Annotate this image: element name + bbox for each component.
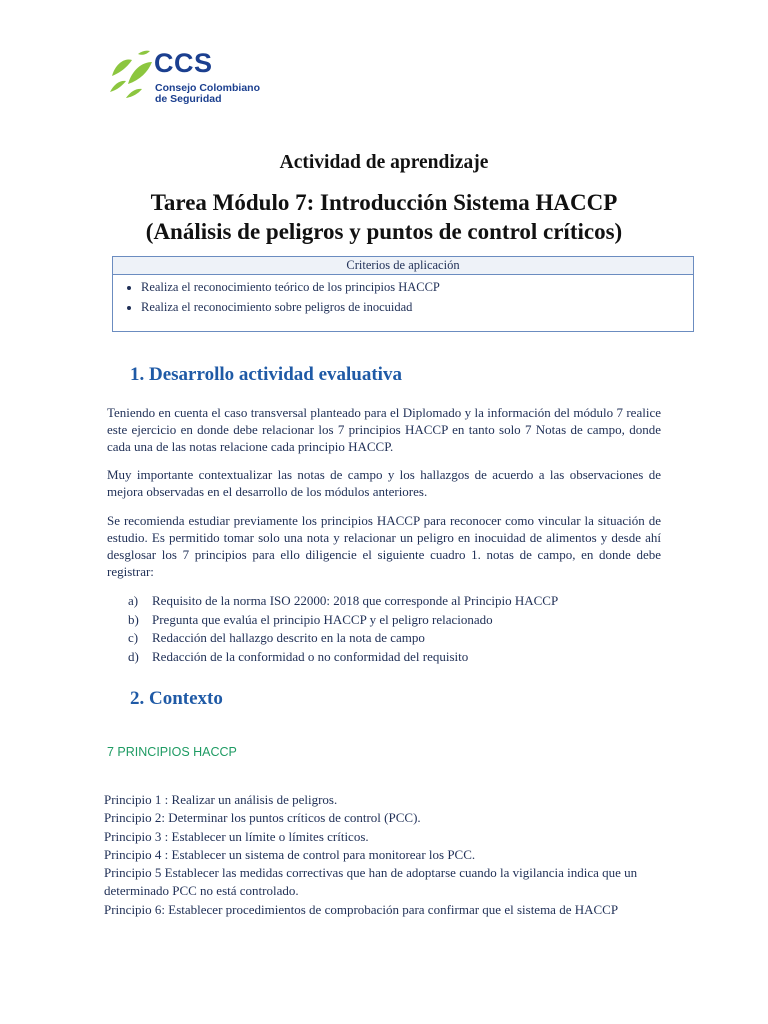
list-item [128,611,558,630]
list-letter: d) [128,649,139,665]
list-item [128,648,558,667]
task-title [0,188,768,246]
requirements-list [128,592,558,667]
activity-heading: Actividad de aprendizaje [279,152,489,173]
section-1-title: Desarrollo actividad evaluativa [149,364,402,385]
principles-subheading: 7 PRINCIPIOS HACCP [107,745,237,759]
section-1-heading [130,364,402,386]
logo-subtitle-line2: de Seguridad [155,93,222,105]
principle-item: Principio 1 : Realizar un análisis de peligros. [104,792,338,807]
principle-item: Principio 6: Establecer procedimientos de comprobación para confirmar que el sistema de HACCP [104,901,619,917]
principle-item: Principio 3 : Establecer un límite o límites críticos. [104,828,369,844]
section-1-number: 1. [130,364,145,385]
list-text: Requisito de la norma ISO 22000: 2018 que corresponde al Principio HACCP [152,593,559,608]
list-item [128,629,558,648]
list-text: Redacción de la conformidad o no conformidad del requisito [152,649,469,665]
principle-item: Principio 5 Establecer las medidas correctivas que han de adoptarse cuando la vigilancia indica que un determinado PCC no está controlado. [104,865,638,899]
criteria-item: • Realiza el reconocimiento sobre peligros de inocuidad [141,297,693,317]
leaf-logo-icon [108,48,154,100]
section-2-title: Contexto [149,688,223,709]
list-text: Pregunta que evalúa el principio HACCP y el peligro relacionado [152,611,493,627]
section-2-number: 2. [130,688,145,709]
paragraph-3: Se recomienda estudiar previamente los principios HACCP para reconocer como vincular la situación de estudio. Es permitido tomar solo una nota y relacionar un peligro en inocuidad de alimentos y desde ahí desglosar los 7 principios para ello diligencie el siguiente cuadro 1. notas de campo, en donde debe registrar: [107,513,661,579]
logo-subtitle [155,83,260,105]
task-title-line1: Tarea Módulo 7: Introducción Sistema HACCP [150,190,618,215]
principles-list [104,791,664,919]
list-letter: a) [128,593,139,608]
task-title-line2: (Análisis de peligros y puntos de control críticos) [145,219,623,244]
list-letter: b) [128,611,139,627]
criteria-header: Criterios de aplicación [113,257,693,275]
ccs-logo [108,48,258,112]
list-item [128,592,558,611]
section-2-heading [130,688,223,710]
list-text: Redacción del hallazgo descrito en la nota de campo [152,630,425,646]
principle-item: Principio 2: Determinar los puntos críticos de control (PCC). [104,810,421,826]
paragraph-1: Teniendo en cuenta el caso transversal planteado para el Diplomado y la información del módulo 7 realice este ejercicio en donde debe relacionar los 7 principios HACCP en tanto solo 7 Notas de campo, donde cada una de las notas relacione cada principio HACCP. [107,405,661,454]
paragraph-2: Muy importante contextualizar las notas de campo y los hallazgos de acuerdo a las observaciones de mejora observadas en el desarrollo de los módulos anteriores. [107,467,661,499]
criteria-table [112,256,694,332]
criteria-list [113,277,693,317]
logo-subtitle-line1: Consejo Colombiano [155,82,260,94]
list-letter: c) [128,630,139,646]
criteria-item: • Realiza el reconocimiento teórico de los principios HACCP [141,277,693,297]
principle-item: Principio 4 : Establecer un sistema de control para monitorear los PCC. [104,846,476,862]
logo-name: CCS [154,48,213,78]
